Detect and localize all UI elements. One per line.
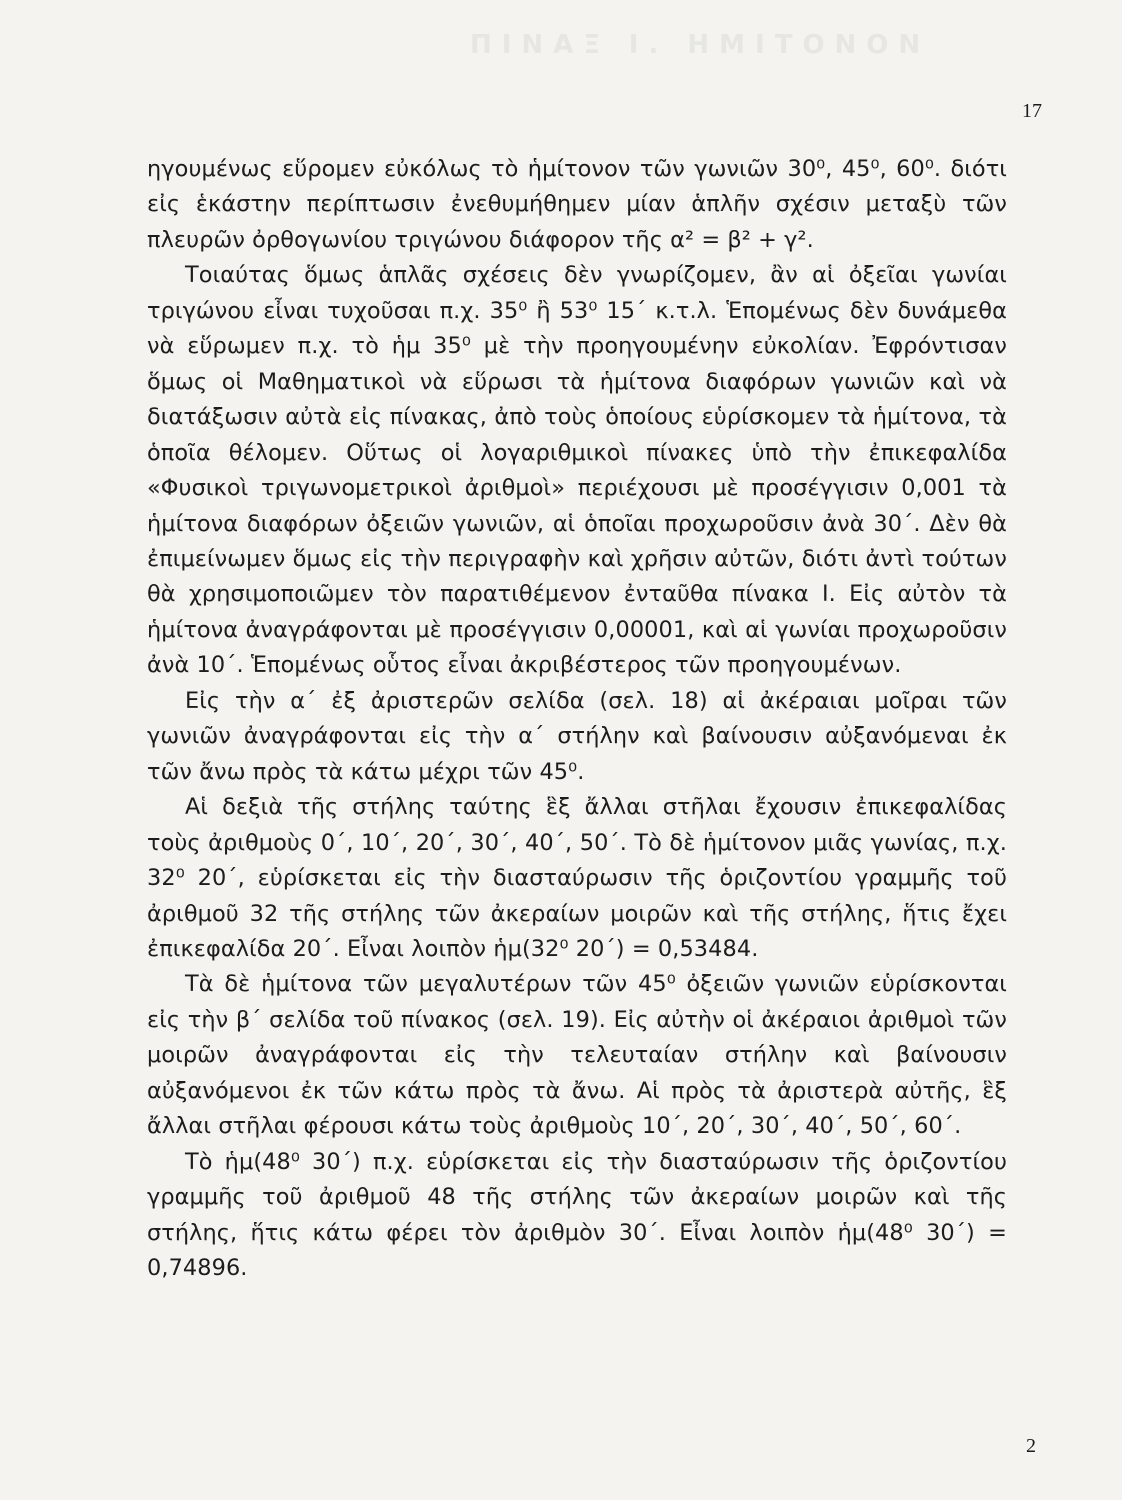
paragraph-minute-columns: Αἱ δεξιὰ τῆς στήλης ταύτης ἓξ ἄλλαι στῆλαι ἔχουσιν ἐπικεφαλίδας τοὺς ἀριθμοὺς 0΄, 10΄, 20΄, 30΄, 40΄, 50΄. Τὸ δὲ ἡμίτονον μιᾶς γωνίας, π.χ. 32⁰ 20΄, εὑρίσκεται εἰς τὴν διασταύρωσιν τῆς ὁριζοντίου γραμμῆς τοῦ ἀριθμοῦ 32 τῆς στήλης τῶν ἀκεραίων μοιρῶν καὶ τῆς στήλης, ἥτις ἔχει ἐπικεφαλίδα 20΄. Εἶναι λοιπὸν ἡμ(32⁰ 20΄) = 0,53484. — [147, 794, 1007, 962]
paragraph-left-page: Εἰς τὴν α΄ ἐξ ἀριστερῶν σελίδα (σελ. 18) αἱ ἀκέραιαι μοῖραι τῶν γωνιῶν ἀναγράφονται εἰς τὴν α΄ στήλην καὶ βαίνουσιν αὐξανόμεναι ἐκ τῶν ἄνω πρὸς τὰ κάτω μέχρι τῶν 45⁰. — [147, 687, 1007, 785]
page-number: 17 — [1022, 100, 1042, 122]
paragraph-special-relations: Τοιαύτας ὅμως ἁπλᾶς σχέσεις δὲν γνωρίζομεν, ἂν αἱ ὀξεῖαι γωνίαι τριγώνου εἶναι τυχοῦσαι π.χ. 35⁰ ἢ 53⁰ 15΄ κ.τ.λ. Ἑπομένως δὲν δυνάμεθα νὰ εὕρωμεν π.χ. τὸ ἡμ 35⁰ μὲ τὴν προηγουμένην εὐκολίαν. Ἐφρόντισαν ὅμως οἱ Μαθηματικοὶ νὰ εὕρωσι τὰ ἡμίτονα διαφόρων γωνιῶν καὶ νὰ διατάξωσιν αὐτὰ εἰς πίνακας, ἀπὸ τοὺς ὁποίους εὑρίσκομεν τὰ ἡμίτονα, τὰ ὁποῖα θέλομεν. Οὕτως οἱ λογαριθμικοὶ πίνακες ὑπὸ τὴν ἐπικεφαλίδα «Φυσικοὶ τριγωνομετρικοὶ ἀριθμοὶ» περιέχουσι μὲ προσέγγισιν 0,001 τὰ ἡμίτονα διαφόρων ὀξειῶν γωνιῶν, αἱ ὁποῖαι προχωροῦσιν ἀνὰ 30΄. Δὲν θὰ ἐπιμείνωμεν ὅμως εἰς τὴν περιγραφὴν καὶ χρῆσιν αὐτῶν, διότι ἀντὶ τούτων θὰ χρησιμοποιῶμεν τὸν παρατιθέμενον ἐνταῦθα πίνακα Ι. Εἰς αὐτὸν τὰ ἡμίτονα ἀναγράφονται μὲ προσέγγισιν 0,00001, καὶ αἱ γωνίαι προχωροῦσιν ἀνὰ 10΄. Ἑπομένως οὗτος εἶναι ἀκριβέστερος τῶν προηγουμένων. — [147, 262, 1007, 679]
signature-mark: 2 — [1026, 1435, 1036, 1457]
paragraph-example-48-30: Τὸ ἡμ(48⁰ 30΄) π.χ. εὑρίσκεται εἰς τὴν διασταύρωσιν τῆς ὁριζοντίου γραμμῆς τοῦ ἀριθμοῦ 48 τῆς στήλης τῶν ἀκεραίων μοιρῶν καὶ τῆς στήλης, ἥτις κάτω φέρει τὸν ἀριθμὸν 30΄. Εἶναι λοιπὸν ἡμ(48⁰ 30΄) = 0,74896. — [147, 1148, 1007, 1282]
show-through-text: ΠΙΝΑΞ Ι. ΗΜΙΤΟΝΟΝ — [470, 30, 931, 60]
text-body — [147, 152, 1007, 1287]
paragraph-larger-angles: Τὰ δὲ ἡμίτονα τῶν μεγαλυτέρων τῶν 45⁰ ὀξειῶν γωνιῶν εὑρίσκονται εἰς τὴν β΄ σελίδα τοῦ πίνακος (σελ. 19). Εἰς αὐτὴν οἱ ἀκέραιοι ἀριθμοὶ τῶν μοιρῶν ἀναγράφονται εἰς τὴν τελευταίαν στήλην καὶ βαίνουσιν αὐξανόμενοι ἐκ τῶν κάτω πρὸς τὰ ἄνω. Αἱ πρὸς τὰ ἀριστερὰ αὐτῆς, ἓξ ἄλλαι στῆλαι φέρουσι κάτω τοὺς ἀριθμοὺς 10΄, 20΄, 30΄, 40΄, 50΄, 60΄. — [147, 971, 1007, 1140]
paragraph-continuation: ηγουμένως εὕρομεν εὐκόλως τὸ ἡμίτονον τῶν γωνιῶν 30⁰, 45⁰, 60⁰. διότι εἰς ἑκάστην περίπτωσιν ἐνεθυμήθημεν μίαν ἁπλῆν σχέσιν μεταξὺ τῶν πλευρῶν ὀρθογωνίου τριγώνου διάφορον τῆς α² = β² + γ². — [147, 156, 1007, 253]
